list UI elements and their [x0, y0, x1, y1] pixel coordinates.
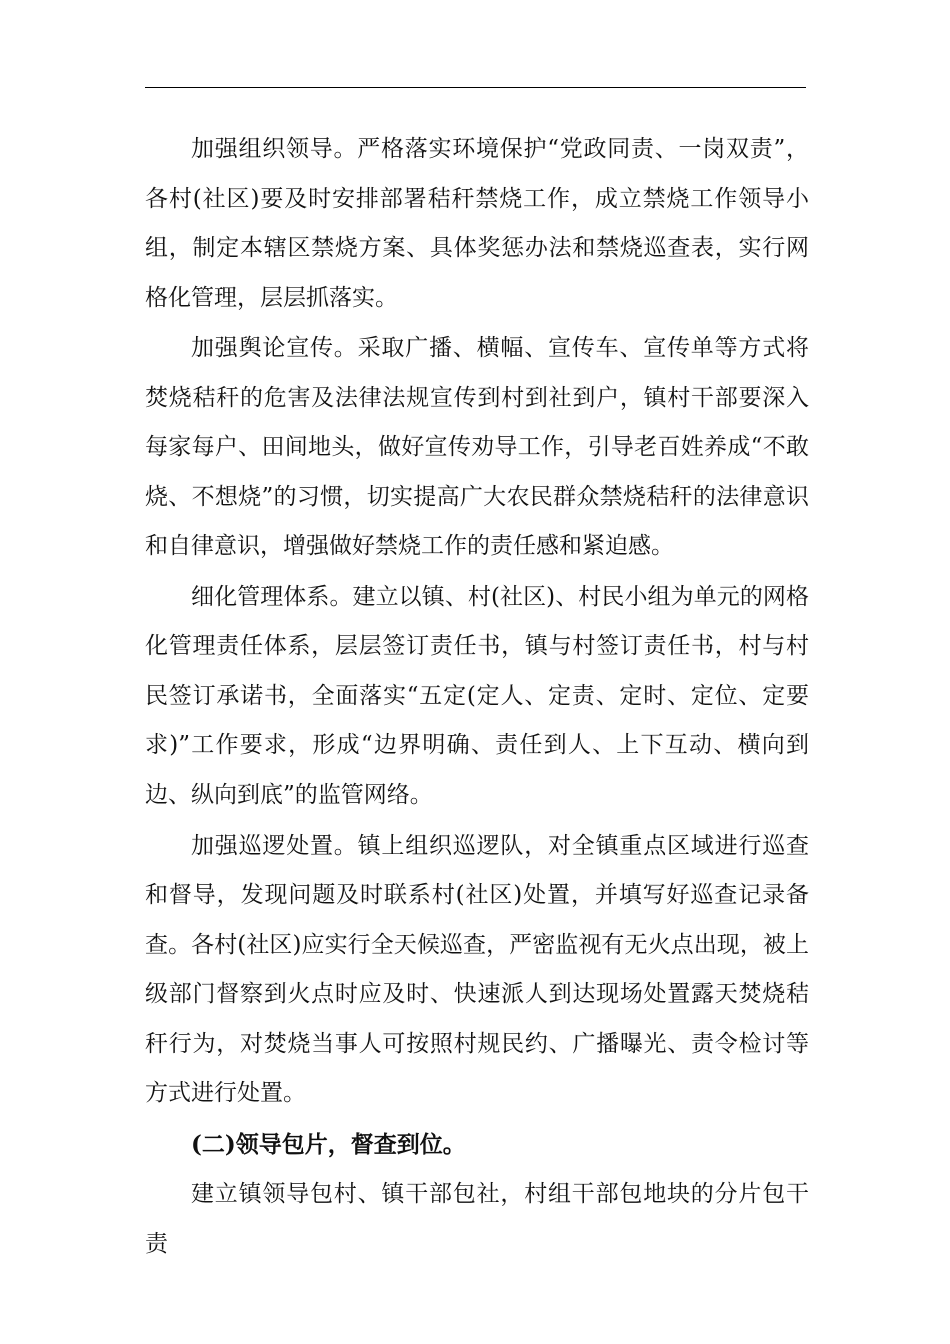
section-heading: (二)领导包片，督查到位。	[191, 1130, 466, 1158]
paragraph-leadership-responsibility: 建立镇领导包村、镇干部包社，村组干部包地块的分片包干责	[145, 1181, 809, 1257]
header-rule	[145, 87, 806, 88]
paragraph-management-system: 细化管理体系。建立以镇、村(社区)、村民小组为单元的网格化管理责任体系，层层签订责任书，镇与村签订责任书，村与村民签订承诺书，全面落实“五定(定人、定责、定时、定位、定要求)”工作要求，形成“边界明确、责任到人、上下互动、横向到边、纵向到底”的监管网络。	[145, 583, 809, 808]
paragraph-organization-leadership: 加强组织领导。严格落实环境保护“党政同责、一岗双责”，各村(社区)要及时安排部署秸秆禁烧工作，成立禁烧工作领导小组，制定本辖区禁烧方案、具体奖惩办法和禁烧巡查表，实行网格化管理，层层抓落实。	[145, 136, 809, 311]
paragraph-public-publicity: 加强舆论宣传。采取广播、横幅、宣传车、宣传单等方式将焚烧秸秆的危害及法律法规宣传到村到社到户，镇村干部要深入每家每户、田间地头，做好宣传劝导工作，引导老百姓养成“不敢烧、不想烧”的习惯，切实提高广大农民群众禁烧秸秆的法律意识和自律意识，增强做好禁烧工作的责任感和紧迫感。	[145, 335, 809, 560]
document-body	[145, 125, 809, 1271]
paragraph-patrol-handling: 加强巡逻处置。镇上组织巡逻队，对全镇重点区域进行巡查和督导，发现问题及时联系村(社区)处置，并填写好巡查记录备查。各村(社区)应实行全天候巡查，严密监视有无火点出现，被上级部门督察到火点时应及时、快速派人到达现场处置露天焚烧秸秆行为，对焚烧当事人可按照村规民约、广播曝光、责令检讨等方式进行处置。	[145, 832, 809, 1107]
